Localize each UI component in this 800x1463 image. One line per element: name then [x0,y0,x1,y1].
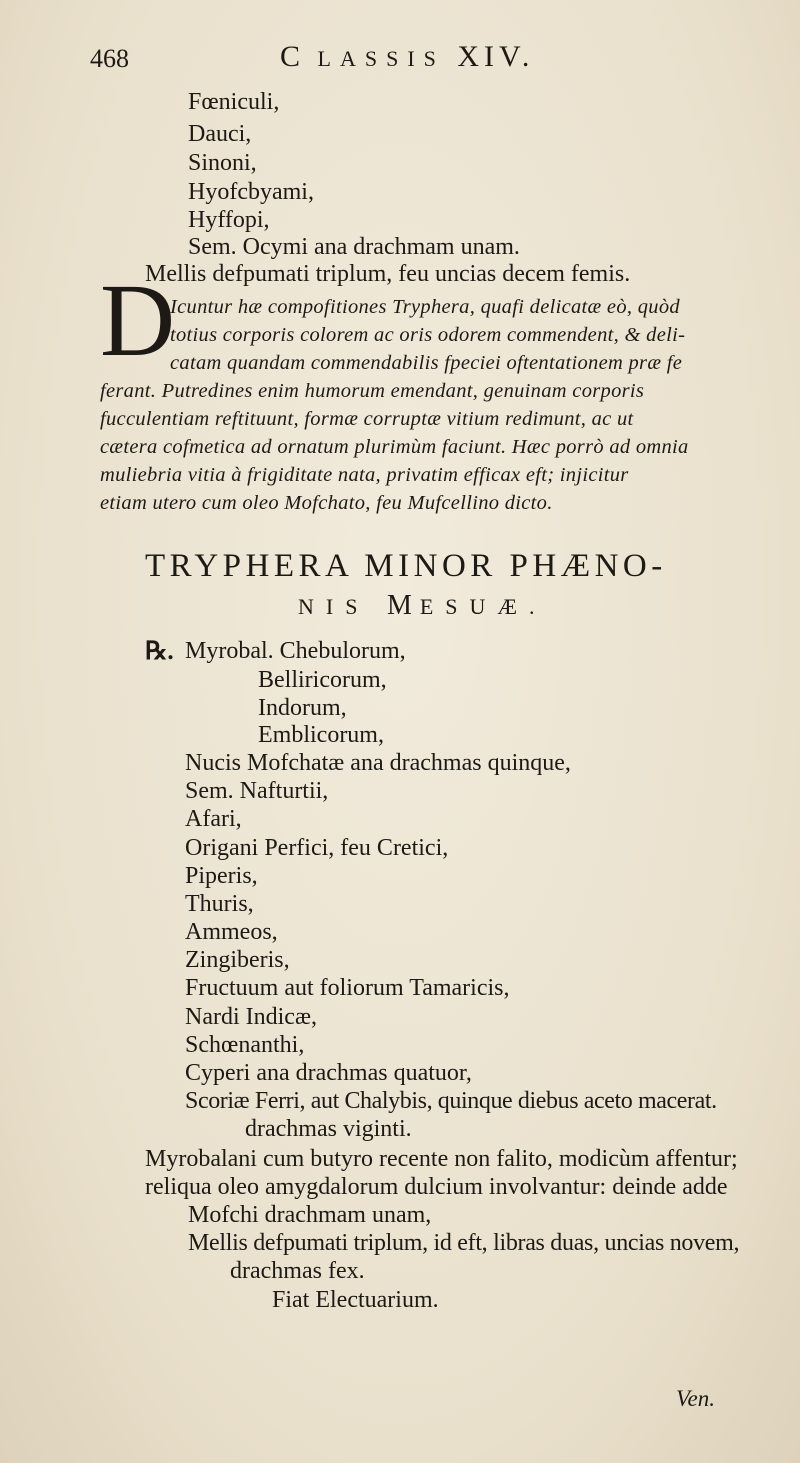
ingredient-line: Fœniculi, [188,89,280,115]
commentary-line: ferant. Putredines enim humorum emendant, genuinam corporis [100,380,645,402]
commentary-line: Icuntur hæ compofitiones Tryphera, quafi delicatæ eò, quòd [170,296,680,318]
running-title [280,40,534,74]
instruction-line: Myrobalani cum butyro recente non falito, modicùm affentur; [145,1146,738,1172]
instruction-line: Mofchi drachmam unam, [188,1202,432,1228]
recipe-line: Ammeos, [185,919,278,945]
commentary-line: fucculentiam reftituunt, formæ corruptæ vitium redimunt, ac ut [100,408,634,430]
page-header [90,40,770,84]
recipe-line: drachmas viginti. [245,1116,412,1142]
instruction-line: Mellis defpumati triplum, id eft, libras duas, uncias novem, [188,1230,740,1256]
recipe-line: Scoriæ Ferri, aut Chalybis, quinque diebus aceto macerat. [185,1088,717,1114]
ingredient-line: Hyffopi, [188,207,270,233]
section-subtitle-part: NIS [298,594,370,619]
recipe-line: Nucis Mofchatæ ana drachmas quinque, [185,750,571,776]
ingredient-line: Dauci, [188,121,252,147]
recipe-line: Emblicorum, [258,722,384,748]
section-subtitle-part: ESUÆ. [419,594,547,619]
page-number: 468 [90,44,129,73]
commentary-line: etiam utero cum oleo Mofchato, feu Mufcellino dicto. [100,492,553,514]
recipe-line: Afari, [185,806,242,832]
recipe-line: Nardi Indicæ, [185,1004,317,1030]
commentary-line: totius corporis colorem ac oris odorem commendent, & deli- [170,324,686,346]
catchword: Ven. [676,1386,715,1411]
recipe-line: Cyperi ana drachmas quatuor, [185,1060,472,1086]
recipe-line: Indorum, [258,695,347,721]
recipe-line: Fructuum aut foliorum Tamaricis, [185,975,510,1001]
commentary-line: muliebria vitia à frigiditate nata, privatim efficax eft; injicitur [100,464,629,486]
drop-cap: D [100,263,176,378]
ingredient-line: Hyofcbyami, [188,179,314,205]
instruction-line: Fiat Electuarium. [272,1287,439,1313]
recipe-line: Sem. Nafturtii, [185,778,329,804]
recipe-line: Zingiberis, [185,947,290,973]
commentary-line: catam quandam commendabilis fpeciei oftentationem præ fe [170,352,683,374]
running-title-word: LASSIS [317,46,445,71]
recipe-line: Schœnanthi, [185,1032,305,1058]
running-title-initial: C [280,40,306,73]
recipe-line: Thuris, [185,891,254,917]
recipe-symbol: ℞. [145,638,174,665]
section-subtitle-initial: M [386,590,420,621]
commentary-line: cætera cofmetica ad ornatum plurimùm faciunt. Hæc porrò ad omnia [100,436,689,458]
section-subtitle [298,590,546,622]
running-title-numeral: XIV. [457,40,535,73]
ingredient-line: Sinoni, [188,150,257,176]
recipe-line: Myrobal. Chebulorum, [185,638,406,664]
recipe-line: Origani Perfici, feu Cretici, [185,835,449,861]
instruction-line: drachmas fex. [230,1258,365,1284]
instruction-line: reliqua oleo amygdalorum dulcium involvantur: deinde adde [145,1174,728,1200]
section-title: TRYPHERA MINOR PHÆNO- [145,548,667,584]
recipe-line: Belliricorum, [258,667,387,693]
ingredient-line: Mellis defpumati triplum, feu uncias decem femis. [145,261,631,287]
recipe-line: Piperis, [185,863,258,889]
ingredient-line: Sem. Ocymi ana drachmam unam. [188,234,520,260]
